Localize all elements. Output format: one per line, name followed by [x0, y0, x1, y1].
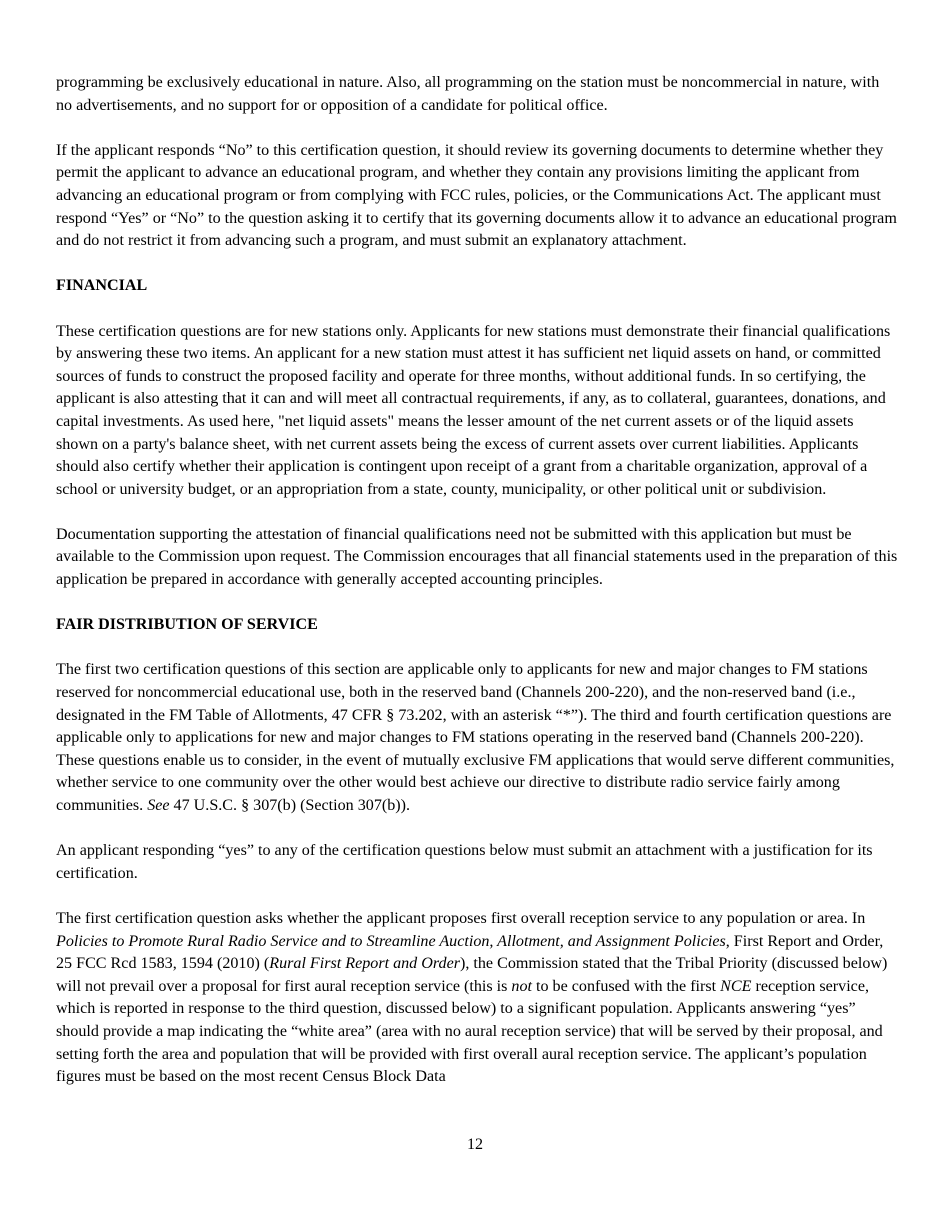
text-run: The first certification question asks whether the applicant proposes first overall reception service to any population or area. In	[56, 909, 866, 927]
text-run: FAIR DISTRIBUTION OF SERVICE	[56, 616, 318, 634]
text-run: 47 U.S.C. § 307(b) (Section 307(b)).	[169, 797, 411, 814]
italic-text: NCE	[720, 977, 752, 995]
italic-text: not	[511, 977, 532, 995]
paragraph	[56, 524, 898, 592]
text-run: An applicant responding “yes” to any of the certification questions below must submit an attachment with a justification for its certification.	[56, 842, 873, 882]
text-run: reception service, which is reported in response to the third question, discussed below) to a significant population. Applicants answering “yes” should provide a map indicating the “white area” (area with no aural reception service) that will be served by their proposal, and setting forth the area and population that will be provided with first overall aural reception service. The applicant’s population figures must be based on the most recent Census Block Data	[56, 977, 883, 1086]
paragraph	[56, 840, 898, 885]
text-run: , First Report and Order, 25 FCC Rcd 1583, 1594 (2010) (	[56, 932, 884, 973]
document-page	[56, 72, 898, 1111]
text-run: The first two certification questions of this section are applicable only to applicants for new and major changes to FM stations reserved for noncommercial educational use, both in the reserved band (Channels 200-220), and the non-reserved band (i.e., designated in the FM Table of Allotments, 47 CFR § 73.202, with an asterisk “*”). The third and fourth certification questions are applicable only to applications for new and major changes to FM stations operating in the reserved band (Channels 200-220). These questions enable us to consider, in the event of mutually exclusive FM applications that would serve different communities, whether service to one community over the other would best achieve our directive to distribute radio service fairly among communities.	[56, 661, 895, 814]
paragraph	[56, 72, 898, 117]
text-run: to be confused with the first	[531, 977, 721, 995]
paragraph	[56, 659, 898, 817]
italic-text: Policies to Promote Rural Radio Service and to Streamline Auction, Allotment, and Assignment Policies	[56, 932, 726, 950]
italic-text: Rural First Report and Order	[269, 955, 460, 973]
section-heading	[56, 614, 898, 637]
text-run: programming be exclusively educational in nature. Also, all programming on the station must be noncommercial in nature, with no advertisements, and no support for or opposition of a candidate for political office.	[56, 74, 880, 114]
page-number: 12	[466, 1136, 484, 1153]
paragraph	[56, 321, 898, 502]
text-run: These certification questions are for new stations only. Applicants for new stations must demonstrate their financial qualifications by answering these two items. An applicant for a new station must attest it has sufficient net liquid assets on hand, or committed sources of funds to construct the proposed facility and operate for three months, without additional funds. In so certifying, the applicant is also attesting that it can and will meet all contractual requirements, if any, as to collateral, guarantees, donations, and capital investments. As used here, "net liquid assets" means the lesser amount of the net current assets or of the liquid assets shown on a party's balance sheet, with net current assets being the excess of current assets over current liabilities. Applicants should also certify whether their application is contingent upon receipt of a grant from a charitable organization, approval of a school or university budget, or an appropriation from a state, county, municipality, or other political unit or subdivision.	[56, 322, 891, 498]
paragraph	[56, 908, 898, 1089]
document-body	[56, 72, 898, 1089]
text-run: FINANCIAL	[56, 277, 148, 295]
paragraph	[56, 140, 898, 253]
text-run: ), the Commission stated that the Tribal Priority (discussed below) will not prevail over a proposal for first aural reception service (this is	[56, 955, 888, 995]
section-heading	[56, 275, 898, 298]
text-run: If the applicant responds “No” to this certification question, it should review its governing documents to determine whether they permit the applicant to advance an educational program, and whether they contain any provisions limiting the applicant from advancing an educational program or from complying with FCC rules, policies, or the Communications Act. The applicant must respond “Yes” or “No” to the question asking it to certify that its governing documents allow it to advance an educational program and do not restrict it from advancing such a program, and must submit an explanatory attachment.	[56, 141, 897, 250]
italic-text: See	[147, 797, 170, 814]
text-run: Documentation supporting the attestation of financial qualifications need not be submitted with this application but must be available to the Commission upon request. The Commission encourages that all financial statements used in the preparation of this application be prepared in accordance with generally accepted accounting principles.	[56, 525, 898, 589]
